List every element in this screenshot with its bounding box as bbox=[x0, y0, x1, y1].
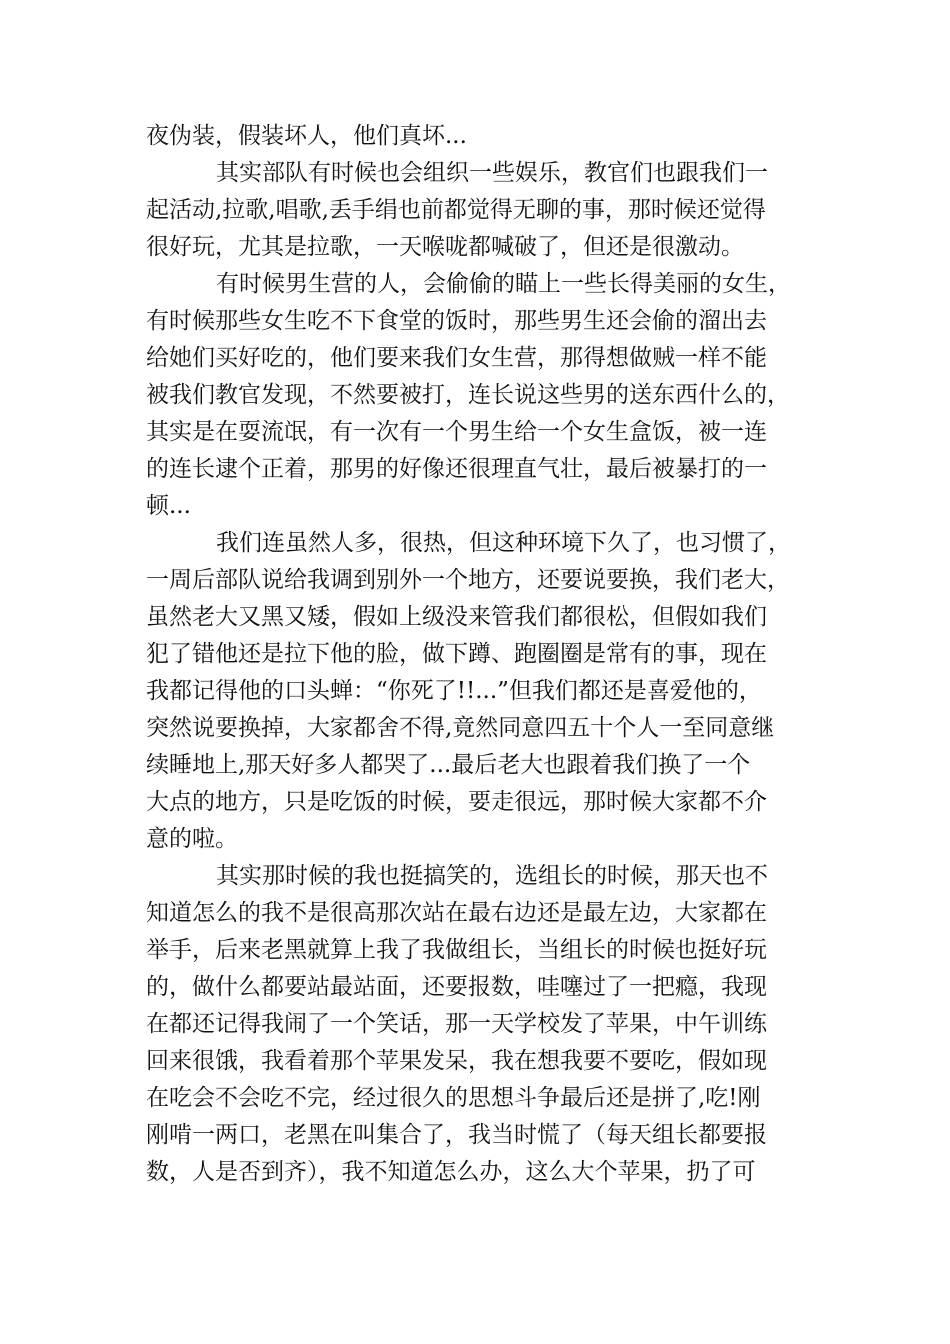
text-line: 知道怎么的我不是很高那次站在最右边还是最左边，大家都在 bbox=[146, 900, 767, 926]
text-line: 大点的地方，只是吃饭的时候，要走很远，那时候大家都不介 bbox=[146, 789, 767, 815]
text-line: 突然说要换掉，大家都舍不得,竟然同意四五十个人一至同意继 bbox=[146, 715, 775, 741]
paragraph-start-line: 我们连虽然人多，很热，但这种环境下久了，也习惯了， bbox=[216, 530, 791, 556]
text-line: 夜伪装，假装坏人，他们真坏... bbox=[146, 123, 467, 149]
text-line: 有时候那些女生吃不下食堂的饭时，那些男生还会偷的溜出去 bbox=[146, 308, 767, 334]
paragraph-start-line: 其实部队有时候也会组织一些娱乐，教官们也跟我们一 bbox=[216, 160, 768, 186]
body-text bbox=[146, 118, 806, 1191]
paragraph-start-line: 有时候男生营的人，会偷偷的瞄上一些长得美丽的女生， bbox=[216, 271, 791, 297]
text-line: 在吃会不会吃不完，经过很久的思想斗争最后还是拼了,吃!刚 bbox=[146, 1085, 761, 1111]
text-line: 的连长逮个正着，那男的好像还很理直气壮，最后被暴打的一 bbox=[146, 456, 767, 482]
text-line: 在都还记得我闹了一个笑话，那一天学校发了苹果，中午训练 bbox=[146, 1011, 767, 1037]
text-line: 回来很饿，我看着那个苹果发呆，我在想我要不要吃，假如现 bbox=[146, 1048, 767, 1074]
text-line: 给她们买好吃的，他们要来我们女生营，那得想做贼一样不能 bbox=[146, 345, 767, 371]
text-line: 其实是在耍流氓，有一次有一个男生给一个女生盒饭，被一连 bbox=[146, 419, 767, 445]
text-line: 举手，后来老黑就算上我了我做组长，当组长的时候也挺好玩 bbox=[146, 937, 767, 963]
text-line: 刚啃一两口，老黑在叫集合了，我当时慌了（每天组长都要报 bbox=[146, 1122, 767, 1148]
text-line: 犯了错他还是拉下他的脸，做下蹲、跑圈圈是常有的事，现在 bbox=[146, 641, 767, 667]
paragraph-start-line: 其实那时候的我也挺搞笑的，选组长的时候，那天也不 bbox=[216, 863, 768, 889]
text-line: 的，做什么都要站最站面，还要报数，哇噻过了一把瘾，我现 bbox=[146, 974, 767, 1000]
text-line: 一周后部队说给我调到别外一个地方，还要说要换，我们老大， bbox=[146, 567, 790, 593]
text-line: 很好玩，尤其是拉歌，一天喉咙都喊破了，但还是很激动。 bbox=[146, 234, 744, 260]
text-line: 顿... bbox=[146, 493, 191, 519]
text-line: 意的啦。 bbox=[146, 826, 238, 852]
text-line: 虽然老大又黑又矮，假如上级没来管我们都很松，但假如我们 bbox=[146, 604, 767, 630]
text-line: 我都记得他的口头蝉：“你死了!!...”但我们都还是喜爱他的， bbox=[146, 678, 762, 704]
text-line: 起活动,拉歌,唱歌,丢手绢也前都觉得无聊的事，那时候还觉得 bbox=[146, 197, 766, 223]
text-line: 被我们教官发现，不然要被打，连长说这些男的送东西什么的， bbox=[146, 382, 790, 408]
text-line: 续睡地上,那天好多人都哭了...最后老大也跟着我们换了一个 bbox=[146, 752, 751, 778]
text-line: 数，人是否到齐），我不知道怎么办，这么大个苹果，扔了可 bbox=[146, 1159, 756, 1185]
